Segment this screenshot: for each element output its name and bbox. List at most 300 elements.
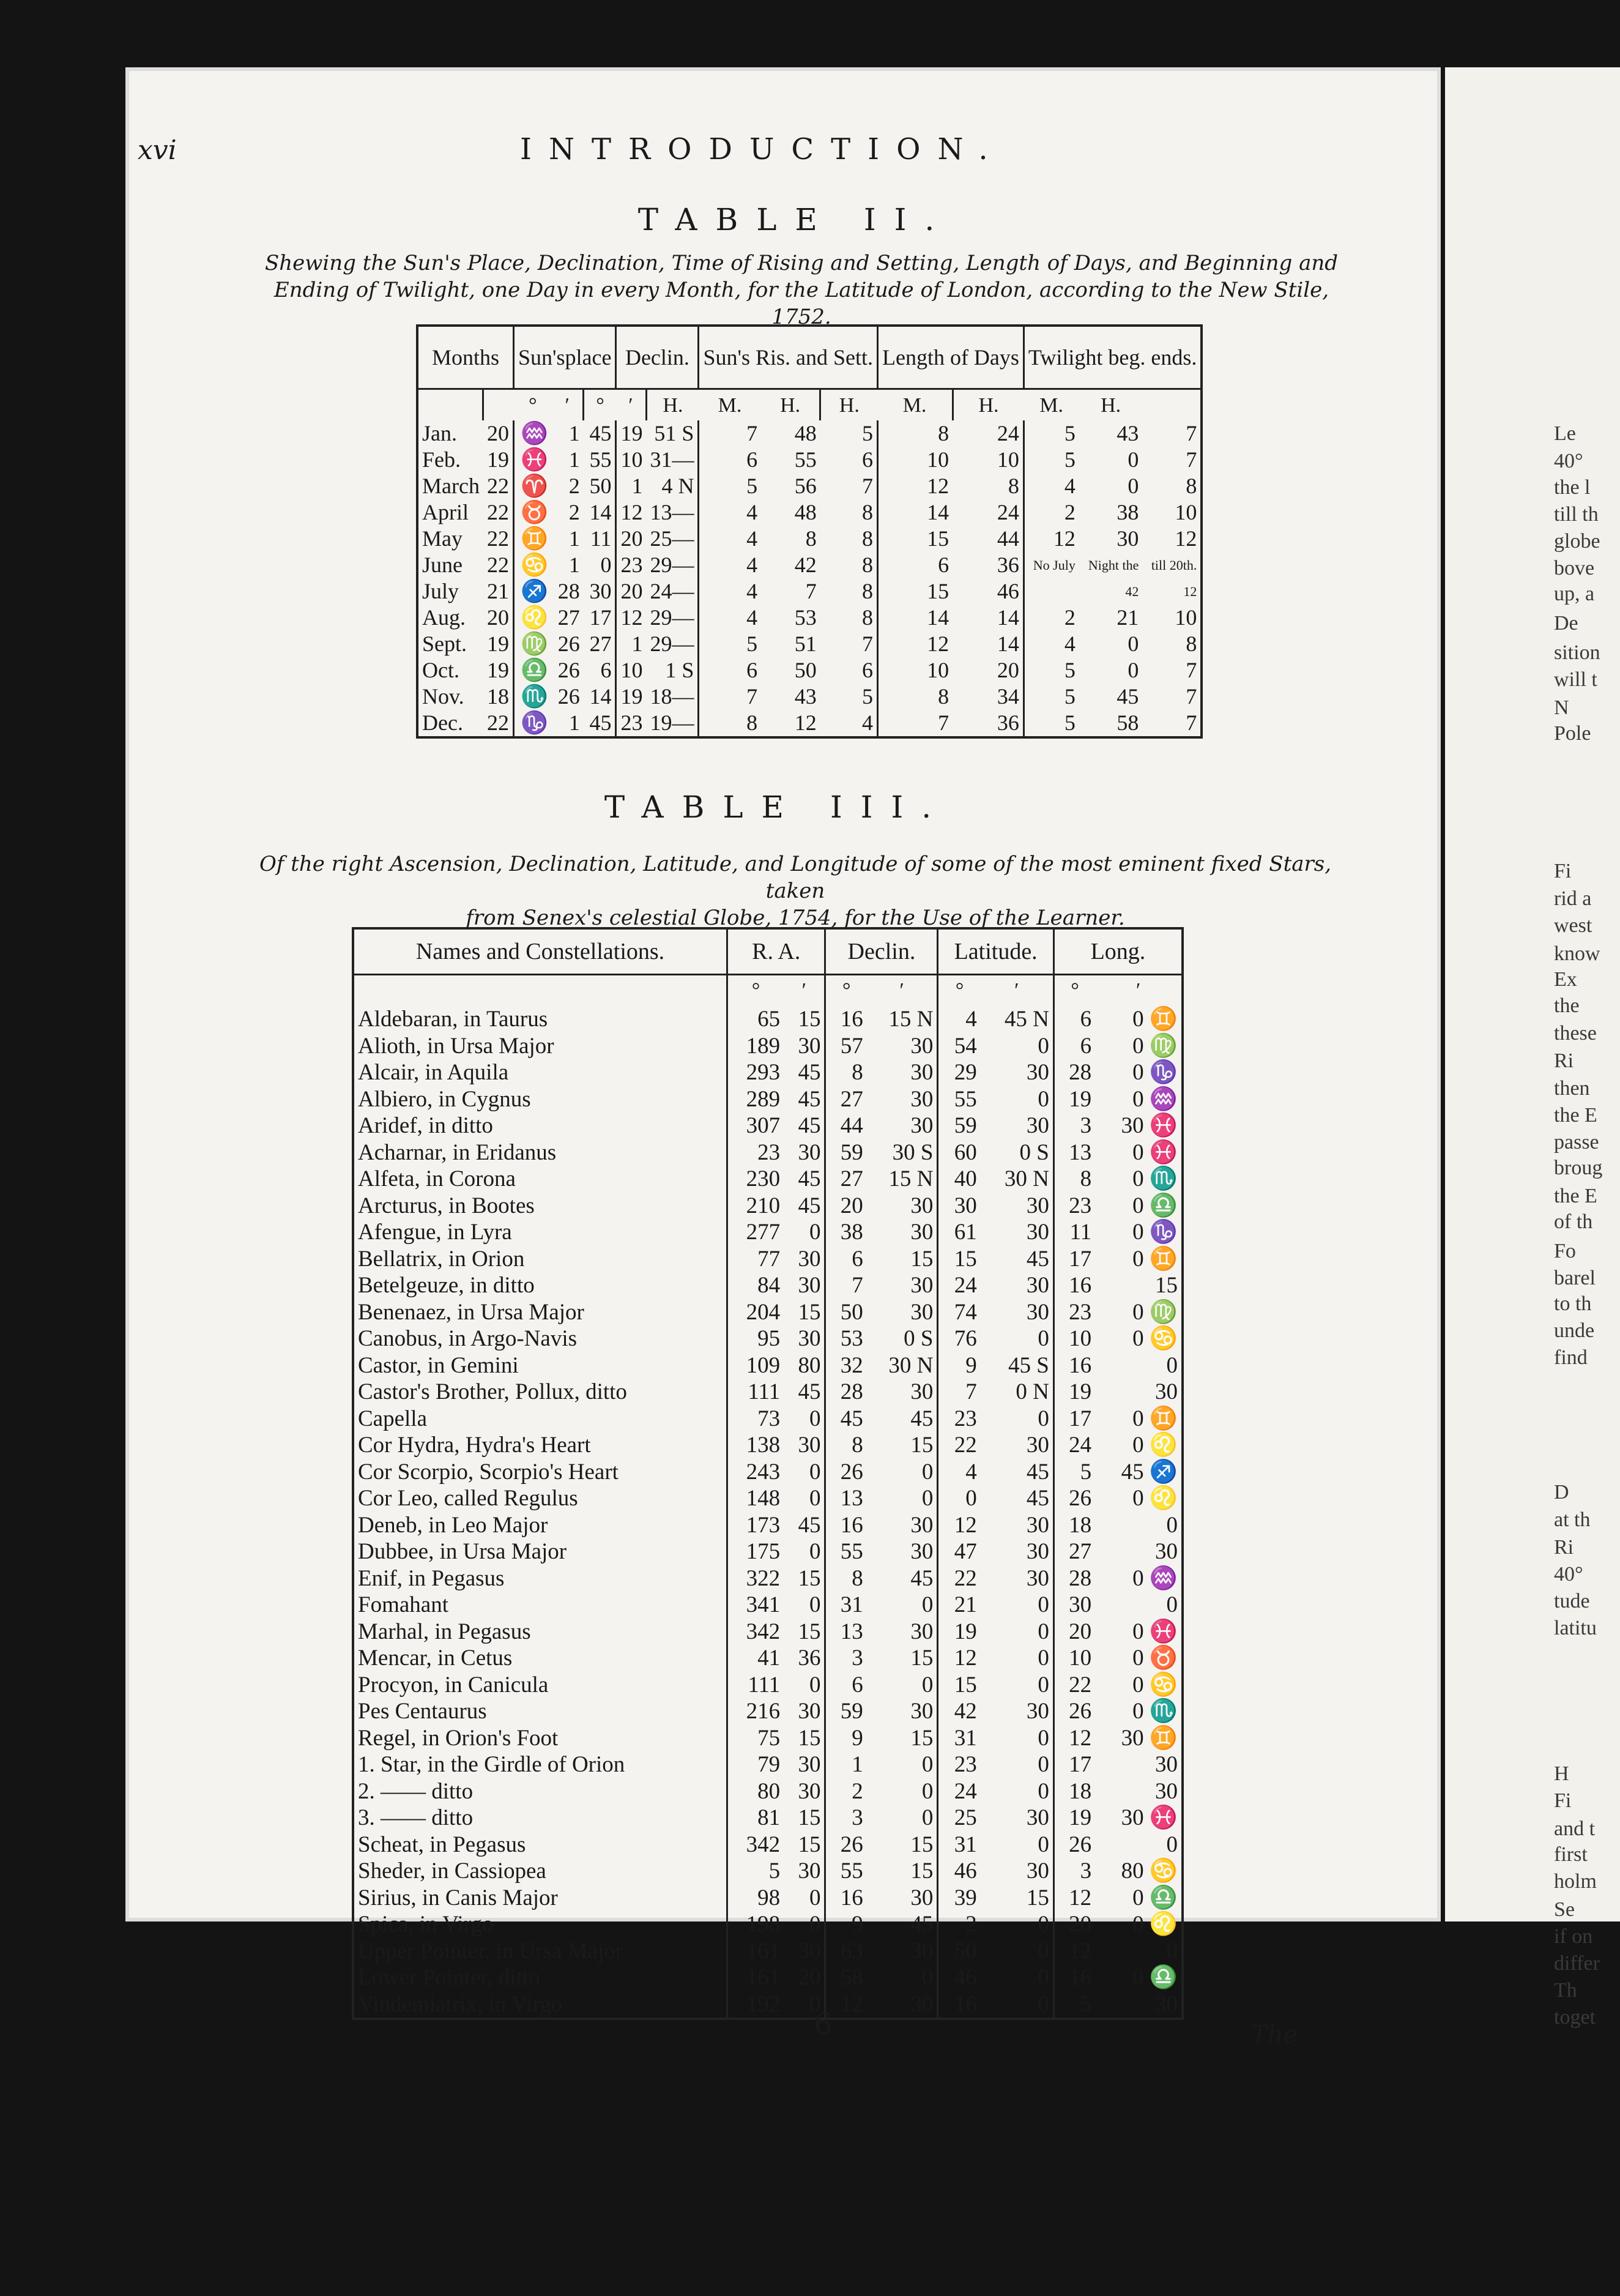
- table3-cell: 80 ♋: [1121, 1858, 1178, 1884]
- table3-row: [353, 1059, 1183, 1086]
- table2-cell: 19: [616, 420, 647, 447]
- table3-cell: 45: [798, 1379, 821, 1404]
- table3-cell: 0: [1166, 1512, 1178, 1538]
- table3-cell: 0: [809, 1912, 821, 1937]
- table3-cell: 9: [938, 1352, 981, 1379]
- facing-page-line: Fi: [1554, 860, 1572, 882]
- table2-cell: 0: [1128, 632, 1139, 656]
- table2-cell: 24—: [650, 579, 694, 603]
- table2-cell: 10: [616, 657, 647, 684]
- table3-cell: 5: [1053, 1459, 1095, 1486]
- table2-cell: 10: [877, 447, 953, 473]
- table3-cell: 20: [1053, 1911, 1095, 1938]
- table3-row: [353, 1219, 1183, 1246]
- table3-cell: 0: [1038, 1938, 1049, 1964]
- table2-cell: 6: [861, 658, 873, 682]
- table3-cell: 15: [910, 1433, 934, 1458]
- table3-cell: 0 ♍: [1132, 1299, 1178, 1325]
- table3-cell: 77: [727, 1246, 784, 1273]
- table3-cell: 81: [727, 1805, 784, 1832]
- facing-page-line: barel: [1554, 1267, 1596, 1289]
- table3-cell: 41: [727, 1645, 784, 1672]
- table3-cell: 23: [938, 1751, 981, 1778]
- table3-header: Declin.: [825, 928, 938, 975]
- table3-header: Latitude.: [938, 928, 1053, 975]
- table3-cell: 6: [825, 1246, 867, 1273]
- table2-cell: Feb.: [422, 447, 461, 472]
- table3-row: [353, 1193, 1183, 1220]
- table2-cell: 2: [1024, 499, 1079, 526]
- table3-cell: Bellatrix, in Orion: [358, 1246, 525, 1272]
- table3-cell: 15: [798, 1299, 821, 1325]
- table2-cell: 20: [486, 421, 509, 445]
- table2-cell: 6: [877, 552, 953, 578]
- table3-cell: 31: [938, 1832, 981, 1858]
- facing-page-line: bove: [1554, 557, 1595, 580]
- table3-cell: 0: [1038, 1752, 1049, 1777]
- table2-cell: 27: [589, 632, 612, 656]
- table3-cell: 30: [1026, 1299, 1049, 1325]
- table3-cell: 95: [727, 1325, 784, 1352]
- table3-cell: 0: [921, 1486, 934, 1511]
- table2-cell: ♐: [513, 578, 552, 605]
- table2-cell: June: [422, 553, 463, 577]
- table3-row: [353, 1645, 1183, 1672]
- facing-page-line: the E: [1554, 1104, 1597, 1127]
- table3-cell: 30: [1026, 1273, 1049, 1298]
- table2-cell: 8: [861, 605, 873, 630]
- table2-cell: 46: [997, 579, 1019, 603]
- table3-cell: 16: [825, 1512, 867, 1539]
- table2-cell: 5: [1024, 447, 1079, 473]
- table3-cell: 293: [727, 1059, 784, 1086]
- table2-cell: till 20th.: [1151, 557, 1197, 573]
- table3-row: [353, 1006, 1183, 1033]
- table3-cell: 0: [809, 1592, 821, 1617]
- table2-cell: 7: [861, 632, 873, 656]
- table2-row: [417, 447, 1202, 473]
- table3-row: [353, 1565, 1183, 1592]
- table3-cell: 0: [809, 1885, 821, 1910]
- table3-cell: 60: [938, 1139, 981, 1166]
- table3-cell: 55: [825, 1538, 867, 1565]
- table3-unit-row: [353, 975, 1183, 1007]
- table3-cell: 277: [727, 1219, 784, 1246]
- table2-cell: 18: [486, 684, 509, 709]
- table3-cell: 111: [727, 1379, 784, 1406]
- facing-page-line: at th: [1554, 1508, 1591, 1531]
- table3-cell: 12: [938, 1645, 981, 1672]
- facing-page-line: Th: [1554, 1979, 1577, 2002]
- table3-cell: 6: [1053, 1033, 1095, 1060]
- table3-cell: 19: [938, 1619, 981, 1646]
- facing-page-line: till th: [1554, 503, 1599, 526]
- table2-cell: 20: [616, 526, 647, 552]
- table3-unit: [353, 975, 727, 1007]
- table2-unit: °: [584, 389, 616, 421]
- table3-cell: 27: [825, 1086, 867, 1113]
- table2-cell: 4: [1024, 631, 1079, 657]
- table3-cell: 45 S: [1008, 1352, 1049, 1378]
- table3-cell: Betelgeuze, in ditto: [358, 1273, 535, 1298]
- table3-cell: 16: [1053, 1272, 1095, 1299]
- table2-cell: 10: [997, 447, 1019, 472]
- table2-unit: H.: [953, 389, 1024, 421]
- table3-cell: 111: [727, 1672, 784, 1699]
- table3-cell: 0: [809, 1459, 821, 1485]
- table3-cell: 58: [825, 1964, 867, 1991]
- table3-cell: 30: [798, 1246, 821, 1272]
- table3-cell: 31: [825, 1592, 867, 1619]
- table3-cell: Arcturus, in Bootes: [358, 1193, 535, 1218]
- table3-cell: 45: [910, 1565, 934, 1591]
- table2-cell: 10: [877, 657, 953, 684]
- table3-cell: Marhal, in Pegasus: [358, 1619, 531, 1644]
- table3-cell: Castor, in Gemini: [358, 1352, 519, 1378]
- table2-cell: 21: [1117, 605, 1139, 630]
- table2-cell: 55: [794, 447, 817, 472]
- facing-page-line: Ri: [1554, 1049, 1574, 1072]
- table3-cell: 44: [825, 1113, 867, 1139]
- table3-cell: 76: [938, 1325, 981, 1352]
- table3-cell: Aridef, in ditto: [358, 1113, 493, 1138]
- table3-cell: Spica, in Virgo: [358, 1912, 494, 1937]
- table3-cell: 24: [1053, 1432, 1095, 1459]
- table2-cell: 7: [861, 474, 873, 498]
- facing-page-line: latitu: [1554, 1617, 1597, 1639]
- table3-cell: 23: [1053, 1299, 1095, 1326]
- table3-cell: 65: [727, 1006, 784, 1033]
- table2-row: [417, 473, 1202, 499]
- table3-cell: 30: [1026, 1805, 1049, 1830]
- table2-cell: 5: [1024, 684, 1079, 710]
- table3-row: [353, 1698, 1183, 1725]
- table3-cell: 22: [938, 1565, 981, 1592]
- table2-unit-row: [417, 389, 1202, 421]
- table2-header: Twilight beg. ends.: [1024, 326, 1202, 389]
- table2-cell: 11: [590, 526, 612, 551]
- table3-cell: 1: [825, 1751, 867, 1778]
- table3-caption-line1: Of the right Ascension, Declination, Latitude, and Longitude of some of the most eminent fixed Stars, taken: [259, 852, 1332, 903]
- table3-cell: 12: [1053, 1885, 1095, 1912]
- table2-cell: 48: [794, 421, 817, 445]
- table3-unit: °: [825, 975, 867, 1007]
- table2-cell: 23: [616, 710, 647, 737]
- table2-cell: 8: [861, 579, 873, 603]
- table2-cell: ♏: [513, 684, 552, 710]
- table2-cell: 12: [877, 631, 953, 657]
- table2-cell: Aug.: [422, 605, 466, 630]
- facing-page-line: if on: [1554, 1925, 1593, 1948]
- table3-cell: 30: [1026, 1433, 1049, 1458]
- table3-cell: 45: [798, 1193, 821, 1218]
- table2-unit: M.: [902, 393, 927, 417]
- table2-cell: 24: [997, 500, 1019, 524]
- table3-cell: 0 ♌: [1132, 1433, 1178, 1458]
- facing-page-line: rid a: [1554, 887, 1592, 910]
- table3-cell: 30: [910, 1885, 934, 1910]
- table3-row: [353, 1325, 1183, 1352]
- table2-cell: 8: [861, 500, 873, 524]
- table2-cell: 20: [616, 578, 647, 605]
- table3-cell: 15: [798, 1832, 821, 1857]
- table2-unit: H.: [820, 389, 878, 421]
- table3-cell: 45: [910, 1406, 934, 1431]
- table3-unit: °: [1053, 975, 1095, 1007]
- table3-row: [353, 1592, 1183, 1619]
- table2-cell: 12: [1175, 526, 1197, 551]
- table3-cell: 59: [938, 1113, 981, 1139]
- table3-row: [353, 1858, 1183, 1885]
- table3-cell: 30: [910, 1193, 934, 1218]
- table3-cell: 0 ♏: [1132, 1699, 1178, 1724]
- table3-cell: 2. —— ditto: [358, 1778, 474, 1804]
- table2-cell: 42: [1125, 584, 1139, 599]
- table3-cell: Fomahant: [358, 1592, 448, 1617]
- table3-cell: Lower Pointer, ditto: [358, 1965, 540, 1990]
- table3-caption-line2: from Senex's celestial Globe, 1754, for the Use of the Learner.: [466, 906, 1125, 930]
- table3-cell: 175: [727, 1538, 784, 1565]
- table3-cell: 12: [938, 1512, 981, 1539]
- table3-cell: 3: [825, 1805, 867, 1832]
- table3-cell: 3: [825, 1645, 867, 1672]
- table3-row: [353, 1299, 1183, 1326]
- table3-cell: 15: [938, 1672, 981, 1699]
- table2-cell: 51 S: [654, 421, 694, 445]
- table2-cell: ♊: [513, 526, 552, 552]
- table3-cell: 0 S: [1019, 1139, 1049, 1165]
- table3-cell: Afengue, in Lyra: [358, 1220, 512, 1245]
- table3-cell: Scheat, in Pegasus: [358, 1832, 526, 1857]
- table3-cell: 98: [727, 1885, 784, 1912]
- table3-cell: 45: [798, 1512, 821, 1538]
- table2-cell: 26: [557, 684, 580, 709]
- facing-page-line: unde: [1554, 1319, 1595, 1342]
- table3-cell: Albiero, in Cygnus: [358, 1086, 531, 1112]
- table3-cell: 31: [938, 1725, 981, 1752]
- table2-cell: 4: [699, 605, 761, 631]
- table2-cell: Night the: [1088, 557, 1139, 573]
- table3-cell: 289: [727, 1086, 784, 1113]
- table2-cell: 8: [699, 710, 761, 737]
- table2-cell: 0: [600, 553, 612, 577]
- table3-cell: 24: [938, 1272, 981, 1299]
- table2-cell: 7: [1186, 658, 1197, 682]
- table2-cell: 12: [616, 499, 647, 526]
- table3-cell: 30: [798, 1858, 821, 1884]
- table2-cell: 8: [861, 526, 873, 551]
- table2-row: [417, 578, 1202, 605]
- table3-cell: 13: [825, 1619, 867, 1646]
- table3-cell: 45: [798, 1060, 821, 1085]
- table2-cell: 12: [877, 473, 953, 499]
- table2-cell: 8: [861, 553, 873, 577]
- table3-cell: 0: [1166, 1938, 1178, 1964]
- table3-cell: 0: [921, 1752, 934, 1777]
- table3-cell: 0: [1038, 1326, 1049, 1351]
- table3-cell: 0 ♎: [1132, 1193, 1178, 1218]
- table3-cell: 0: [921, 1592, 934, 1617]
- table2-cell: May: [422, 526, 463, 551]
- table3-cell: 32: [825, 1352, 867, 1379]
- table2-header: Months: [417, 326, 513, 389]
- table3-cell: 15 N: [888, 1007, 934, 1032]
- table2-cell: 8: [805, 526, 817, 551]
- table3-cell: 0 ♊: [1132, 1406, 1178, 1431]
- table3-cell: 59: [825, 1698, 867, 1725]
- table3-row: [353, 1619, 1183, 1646]
- table3-cell: 16: [1053, 1352, 1095, 1379]
- table2-caption-line1: Shewing the Sun's Place, Declination, Time of Rising and Setting, Length of Days, and Beginning and: [264, 251, 1339, 275]
- table3-cell: 12: [1053, 1725, 1095, 1752]
- facing-page-line: find: [1554, 1346, 1588, 1369]
- table2-cell: 22: [486, 474, 509, 498]
- table3-cell: 55: [938, 1086, 981, 1113]
- table3-unit: °: [938, 975, 981, 1007]
- table3-cell: 30: [798, 1033, 821, 1059]
- table2-cell: 26: [557, 658, 580, 682]
- table3-title: TABLE III.: [604, 789, 950, 825]
- table3-cell: 148: [727, 1485, 784, 1512]
- table2-cell: Sept.: [422, 632, 467, 656]
- table3-cell: 30: [798, 1752, 821, 1777]
- table2-cell: 38: [1117, 500, 1139, 524]
- facing-page-line: then: [1554, 1077, 1590, 1100]
- table3-cell: 45: [1026, 1486, 1049, 1511]
- table3-cell: 30: [798, 1938, 821, 1964]
- table3-cell: 342: [727, 1619, 784, 1646]
- table3-cell: 25: [938, 1805, 981, 1832]
- table2-cell: ♌: [513, 605, 552, 631]
- table3-cell: 0 ♓: [1132, 1619, 1178, 1644]
- table3-cell: 20: [798, 1965, 821, 1990]
- table3-cell: 30 ♓: [1121, 1113, 1178, 1138]
- table3-cell: Alioth, in Ursa Major: [358, 1033, 554, 1059]
- table3-cell: 30: [1155, 1752, 1178, 1777]
- table3-cell: 15: [910, 1646, 934, 1671]
- table2-cell: 30: [1117, 526, 1139, 551]
- table3-cell: 4: [938, 1459, 981, 1486]
- table2-cell: 4: [699, 526, 761, 552]
- table3-cell: 30: [1155, 1778, 1178, 1804]
- table2-cell: 2: [568, 474, 580, 498]
- table3-cell: 0: [809, 1406, 821, 1431]
- table3-cell: 45: [798, 1166, 821, 1191]
- table2-cell: 22: [486, 526, 509, 551]
- table3-cell: 0: [921, 1672, 934, 1698]
- table3-cell: 30: [1026, 1858, 1049, 1884]
- table2-cell: 7: [1186, 447, 1197, 472]
- table3-unit: ′: [899, 979, 904, 1002]
- table2-header: Sun'splace: [513, 326, 615, 389]
- table3-header: R. A.: [727, 928, 825, 975]
- table3-cell: 0 ♎: [1132, 1965, 1178, 1990]
- table3-cell: 0: [809, 1486, 821, 1511]
- table2-cell: 45: [589, 421, 612, 445]
- facing-page-line: these: [1554, 1022, 1597, 1045]
- table3-row: [353, 1778, 1183, 1805]
- table2-row: [417, 526, 1202, 552]
- table3-cell: 0: [1038, 1778, 1049, 1804]
- table2-cell: No July: [1024, 552, 1079, 578]
- table3-cell: 17: [1053, 1246, 1095, 1273]
- facing-page-line: and t: [1554, 1817, 1596, 1840]
- table2-cell: 5: [1024, 420, 1079, 447]
- table3-cell: 59: [825, 1139, 867, 1166]
- table3-cell: 30: [798, 1433, 821, 1458]
- table2-cell: 13—: [650, 500, 694, 524]
- table3-row: [353, 1406, 1183, 1433]
- table3-cell: 15: [910, 1725, 934, 1751]
- table2-cell: 10: [1175, 500, 1197, 524]
- table2-caption: [257, 250, 1346, 330]
- facing-page-line: to th: [1554, 1292, 1592, 1315]
- table3-row: [353, 1086, 1183, 1113]
- table3-cell: 15: [910, 1858, 934, 1884]
- table3-cell: Castor's Brother, Pollux, ditto: [358, 1379, 627, 1404]
- table2-cell: 14: [997, 605, 1019, 630]
- table2-cell: 51: [794, 632, 817, 656]
- table2-cell: 4: [699, 499, 761, 526]
- table3-cell: 30: [910, 1113, 934, 1138]
- table3-cell: 198: [727, 1911, 784, 1938]
- facing-page-line: Ex: [1554, 968, 1577, 991]
- table3-cell: 45: [1026, 1246, 1049, 1272]
- table3-cell: 30: [1026, 1193, 1049, 1218]
- table3-row: [353, 1379, 1183, 1406]
- facing-page-line: know: [1554, 942, 1600, 965]
- table3-cell: Cor Leo, called Regulus: [358, 1486, 578, 1511]
- table3-cell: 3: [1053, 1113, 1095, 1139]
- table3-cell: 30: [1155, 1539, 1178, 1564]
- table2-cell: 22: [486, 500, 509, 524]
- table3-cell: 17: [1053, 1406, 1095, 1433]
- table3-cell: 27: [825, 1166, 867, 1193]
- table3-cell: 30: [1026, 1512, 1049, 1538]
- table3-cell: 30: [910, 1086, 934, 1112]
- table3-cell: 28: [1053, 1059, 1095, 1086]
- table3-row: [353, 1538, 1183, 1565]
- table3-cell: 2: [938, 1911, 981, 1938]
- table2-cell: Dec.: [422, 710, 463, 735]
- table3-cell: 26: [1053, 1832, 1095, 1858]
- table3-cell: 26: [825, 1459, 867, 1486]
- facing-page-line: globe: [1554, 530, 1600, 553]
- table2-cell: 56: [794, 474, 817, 498]
- table2-cell: 2: [1024, 605, 1079, 631]
- table3-cell: 0: [1038, 1965, 1049, 1990]
- table3-cell: 61: [938, 1219, 981, 1246]
- table3-cell: 0: [1166, 1832, 1178, 1857]
- table2-cell: 0: [1128, 474, 1139, 498]
- table3-cell: 15: [798, 1805, 821, 1830]
- table3-cell: 15 N: [888, 1166, 934, 1191]
- table3-cell: 15: [1155, 1273, 1178, 1298]
- table3-cell: 42: [938, 1698, 981, 1725]
- table2-cell: [1024, 578, 1079, 605]
- table3-cell: 7: [825, 1272, 867, 1299]
- table2-cell: 55: [589, 447, 612, 472]
- table2-cell: 1: [568, 447, 580, 472]
- table3-unit: °: [727, 975, 784, 1007]
- table3-cell: 7: [938, 1379, 981, 1406]
- table3-row: [353, 1991, 1183, 2019]
- table3-cell: 0: [1038, 1832, 1049, 1857]
- table3-cell: Sirius, in Canis Major: [358, 1885, 558, 1910]
- table2-cell: ♈: [513, 473, 552, 499]
- table3-cell: 84: [727, 1272, 784, 1299]
- table3-cell: 19: [1053, 1379, 1095, 1406]
